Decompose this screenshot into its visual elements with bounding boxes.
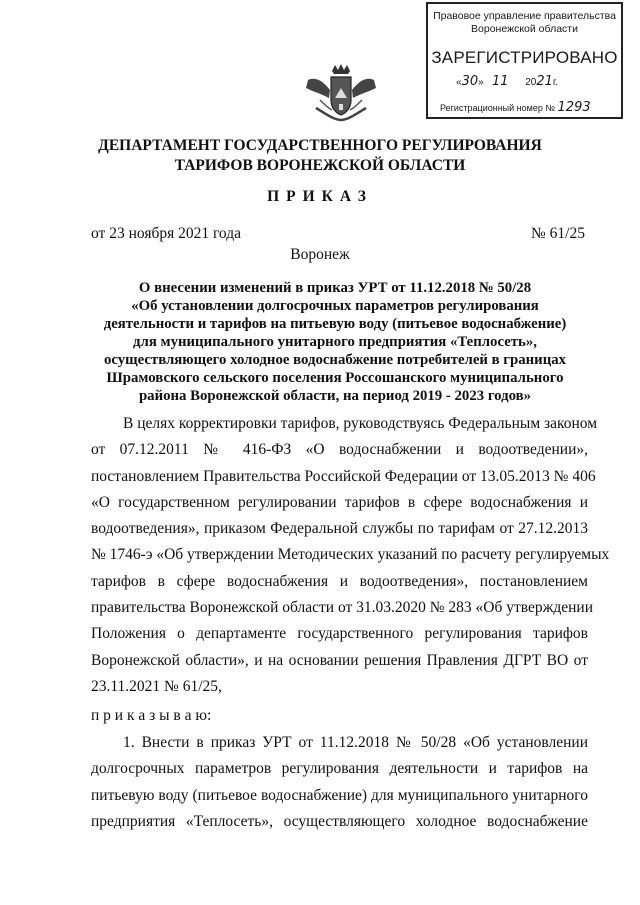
paragraph-line: питьевую воду (питьевое водоснабжение) для муниципального унитарного [91,786,588,804]
order-city: Воронеж [290,246,350,263]
department-name-line: ТАРИФОВ ВОРОНЕЖСКОЙ ОБЛАСТИ [174,157,466,174]
paragraph-line: долгосрочных параметров регулирования деятельности и тарифов на [91,760,588,778]
paragraph-line: правительства Воронежской области от 31.03.2020 № 283 «Об утверждении [91,599,593,617]
stamp-date-month: 11 [492,74,509,89]
paragraph-line: Воронежской области», и на основании решения Правления ДГРТ ВО от [91,651,588,669]
paragraph-line: водоотведения», приказом Федеральной службы по тарифам от 27.12.2013 [91,520,588,538]
subject-line: района Воронежской области, на период 2019 - 2023 годов» [138,388,532,404]
stamp-org-line: Воронежской области [471,23,578,35]
paragraph-line: 1. Внести в приказ УРТ от 11.12.2018 № 50/28 «Об установлении [123,734,588,751]
paragraph-line: предприятия «Теплосеть», осуществляющего холодное водоснабжение [91,812,588,830]
subject-line: для муниципального унитарного предприятия «Теплосеть», [133,334,537,350]
order-word [91,703,588,729]
paragraph-line: тарифов в сфере водоснабжения и водоотведения», постановлением [91,572,588,590]
subject-line: О внесении изменений в приказ УРТ от 11.12.2018 № 50/28 [138,280,532,296]
stamp-date-year: 21 [536,74,553,89]
stamp-date: «30» 11 2021г. [456,74,559,89]
paragraph-line: Положения о департаменте государственного регулирования тарифов [91,625,588,643]
stamp-org-line: Правовое управление правительства [433,10,616,22]
stamp-number [440,100,591,115]
subject-line: осуществляющего холодное водоснабжение потребителей в границах [103,352,567,368]
item-1-paragraph [91,730,588,835]
paragraph-line: В целях корректировки тарифов, руководствуясь Федеральным законом [123,415,598,432]
stamp-date-year-prefix: 20 [525,77,537,88]
order-date: от 23 ноября 2021 года [91,225,242,242]
department-name-line: ДЕПАРТАМЕНТ ГОСУДАРСТВЕННОГО РЕГУЛИРОВАНИЯ [98,137,542,154]
order-subject [85,279,585,405]
stamp-number-value: 1293 [557,100,591,115]
stamp-registered-label: ЗАРЕГИСТРИРОВАНО [431,48,618,67]
order-number: № 61/25 [531,225,585,242]
paragraph-line: постановлением Правительства Российской Федерации от 13.05.2013 № 406 [91,467,596,485]
subject-line: «Об установлении долгосрочных параметров регулирования [131,298,539,314]
stamp-date-day: 30 [461,74,479,89]
department-name [0,136,640,176]
paragraph-line: от 07.12.2011 № 416-ФЗ «О водоснабжении и водоотведении», [91,441,588,459]
registration-stamp [426,2,623,119]
stamp-number-label: Регистрационный номер № [440,103,556,113]
paragraph-line: № 1746-э «Об утверждении Методических указаний по расчету регулируемых [91,546,610,564]
coat-of-arms-icon [302,64,380,126]
paragraph-line: «О государственном регулировании тарифов в сфере водоснабжения и [91,493,588,511]
subject-line: деятельности и тарифов на питьевую воду (питьевое водоснабжение) [103,316,567,332]
subject-line: Шрамовского сельского поселения Россошанского муниципального [106,370,564,386]
document-type: ПРИКАЗ [267,188,373,205]
stamp-organization [428,10,621,36]
preamble-paragraph [91,411,610,700]
order-word-text: п р и к а з ы в а ю: [91,707,212,724]
paragraph-line: 23.11.2021 № 61/25, [91,677,222,695]
